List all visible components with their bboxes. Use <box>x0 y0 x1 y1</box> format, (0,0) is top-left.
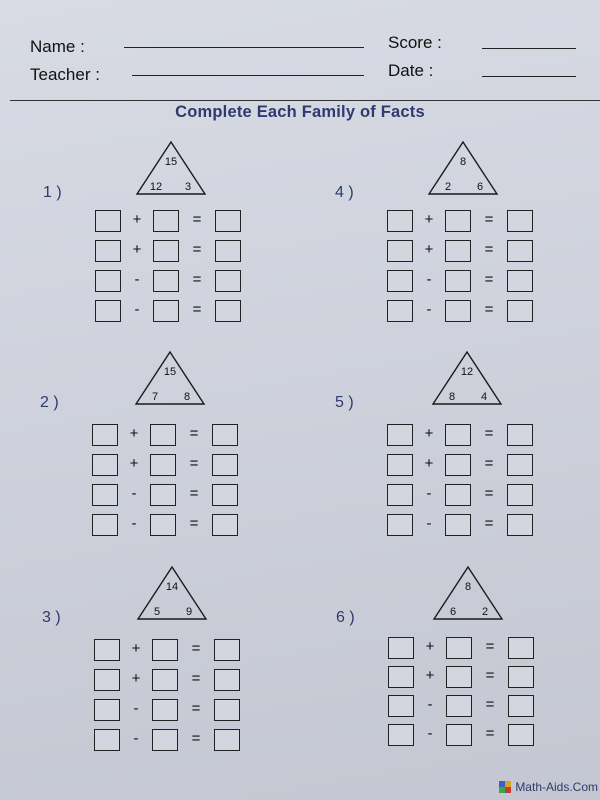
operator-plus: + <box>424 425 434 442</box>
operator-equals: = <box>485 638 495 655</box>
operator-minus: - <box>134 301 140 318</box>
operator-minus: - <box>133 730 139 747</box>
operator-minus: - <box>131 485 137 502</box>
problem-number: 2 ) <box>40 394 59 411</box>
answer-box[interactable] <box>387 514 413 536</box>
operator-plus: + <box>424 455 434 472</box>
triangle-top-number: 8 <box>464 581 472 593</box>
operator-minus: - <box>131 515 137 532</box>
equation-row <box>92 424 252 448</box>
equation-row <box>387 300 547 324</box>
equation-row <box>95 300 255 324</box>
answer-box[interactable] <box>388 666 414 688</box>
answer-box[interactable] <box>215 210 241 232</box>
triangle-left-number: 6 <box>449 606 457 618</box>
operator-equals: = <box>485 667 495 684</box>
operator-equals: = <box>189 485 199 502</box>
operator-equals: = <box>191 730 201 747</box>
answer-box[interactable] <box>388 637 414 659</box>
fact-triangle <box>431 350 503 412</box>
answer-box[interactable] <box>150 424 176 446</box>
operator-equals: = <box>484 425 494 442</box>
problem-number: 3 ) <box>42 609 61 626</box>
problem-5 <box>335 350 595 540</box>
operator-equals: = <box>484 515 494 532</box>
answer-box[interactable] <box>445 454 471 476</box>
triangle-left-number: 12 <box>149 181 163 193</box>
operator-minus: - <box>426 485 432 502</box>
operator-equals: = <box>191 700 201 717</box>
operator-plus: + <box>129 425 139 442</box>
operator-equals: = <box>484 211 494 228</box>
answer-box[interactable] <box>445 424 471 446</box>
triangle-left-number: 8 <box>448 391 456 403</box>
answer-box[interactable] <box>387 454 413 476</box>
answer-box[interactable] <box>507 454 533 476</box>
operator-plus: + <box>132 241 142 258</box>
equation-row <box>388 666 548 690</box>
answer-box[interactable] <box>150 454 176 476</box>
operator-minus: - <box>133 700 139 717</box>
problem-3 <box>42 565 302 755</box>
fact-triangle <box>427 140 499 202</box>
equation-row <box>388 637 548 661</box>
operator-minus: - <box>427 696 433 713</box>
answer-box[interactable] <box>153 300 179 322</box>
operator-equals: = <box>192 241 202 258</box>
triangle-top-number: 15 <box>164 156 178 168</box>
operator-minus: - <box>426 301 432 318</box>
equation-row <box>94 699 254 723</box>
equation-row <box>92 454 252 478</box>
date-label: Date : <box>388 61 434 80</box>
operator-plus: + <box>129 455 139 472</box>
answer-box[interactable] <box>508 637 534 659</box>
answer-box[interactable] <box>507 270 533 292</box>
teacher-label: Teacher : <box>30 65 100 84</box>
answer-box[interactable] <box>95 300 121 322</box>
equation-row <box>92 514 252 538</box>
operator-equals: = <box>191 670 201 687</box>
teacher-line <box>132 75 364 76</box>
operator-equals: = <box>484 241 494 258</box>
answer-box[interactable] <box>212 454 238 476</box>
operator-equals: = <box>189 515 199 532</box>
equation-row <box>94 639 254 663</box>
operator-equals: = <box>484 271 494 288</box>
triangle-top-number: 8 <box>459 156 467 168</box>
equation-row <box>388 724 548 748</box>
operator-minus: - <box>426 271 432 288</box>
answer-box[interactable] <box>214 699 240 721</box>
answer-box[interactable] <box>507 514 533 536</box>
worksheet-title: Complete Each Family of Facts <box>175 103 425 121</box>
equation-row <box>387 240 547 264</box>
equation-row <box>387 514 547 538</box>
operator-equals: = <box>192 211 202 228</box>
answer-box[interactable] <box>95 240 121 262</box>
answer-box[interactable] <box>94 699 120 721</box>
answer-box[interactable] <box>215 240 241 262</box>
equation-row <box>388 695 548 719</box>
operator-equals: = <box>192 271 202 288</box>
answer-box[interactable] <box>387 240 413 262</box>
brand-footer <box>499 780 598 794</box>
score-line <box>482 48 576 49</box>
answer-box[interactable] <box>212 484 238 506</box>
operator-equals: = <box>484 485 494 502</box>
answer-box[interactable] <box>94 639 120 661</box>
answer-box[interactable] <box>445 240 471 262</box>
score-label: Score : <box>388 33 442 52</box>
operator-minus: - <box>426 515 432 532</box>
fact-triangle <box>135 140 207 202</box>
answer-box[interactable] <box>388 724 414 746</box>
equation-row <box>387 484 547 508</box>
equation-row <box>92 484 252 508</box>
math-aids-logo-icon <box>499 781 511 793</box>
answer-box[interactable] <box>387 270 413 292</box>
date-line <box>482 76 576 77</box>
answer-box[interactable] <box>446 724 472 746</box>
answer-box[interactable] <box>446 695 472 717</box>
answer-box[interactable] <box>445 514 471 536</box>
operator-plus: + <box>131 640 141 657</box>
operator-minus: - <box>427 725 433 742</box>
equation-row <box>387 424 547 448</box>
answer-box[interactable] <box>445 300 471 322</box>
fact-triangle <box>432 565 504 627</box>
answer-box[interactable] <box>95 270 121 292</box>
operator-equals: = <box>485 725 495 742</box>
equation-row <box>387 210 547 234</box>
fact-triangle <box>134 350 206 412</box>
answer-box[interactable] <box>387 424 413 446</box>
operator-plus: + <box>425 667 435 684</box>
triangle-right-number: 8 <box>183 391 191 403</box>
answer-box[interactable] <box>150 514 176 536</box>
operator-plus: + <box>424 211 434 228</box>
answer-box[interactable] <box>153 240 179 262</box>
name-line <box>124 47 364 48</box>
triangle-top-number: 15 <box>163 366 177 378</box>
answer-box[interactable] <box>94 729 120 751</box>
operator-equals: = <box>484 301 494 318</box>
triangle-right-number: 9 <box>185 606 193 618</box>
answer-box[interactable] <box>214 669 240 691</box>
answer-box[interactable] <box>92 484 118 506</box>
answer-box[interactable] <box>508 695 534 717</box>
problem-2 <box>40 350 300 540</box>
name-label: Name : <box>30 37 85 56</box>
brand-text: Math-Aids.Com <box>515 780 598 794</box>
operator-plus: + <box>132 211 142 228</box>
answer-box[interactable] <box>445 210 471 232</box>
triangle-left-number: 2 <box>444 181 452 193</box>
triangle-left-number: 5 <box>153 606 161 618</box>
triangle-right-number: 2 <box>481 606 489 618</box>
operator-plus: + <box>425 638 435 655</box>
problem-6 <box>336 565 596 755</box>
problem-number: 5 ) <box>335 394 354 411</box>
answer-box[interactable] <box>507 300 533 322</box>
header-divider <box>10 100 600 101</box>
equation-row <box>95 240 255 264</box>
answer-box[interactable] <box>152 639 178 661</box>
answer-box[interactable] <box>152 699 178 721</box>
problem-4 <box>335 140 595 330</box>
equation-row <box>94 669 254 693</box>
answer-box[interactable] <box>214 729 240 751</box>
answer-box[interactable] <box>507 424 533 446</box>
problem-number: 1 ) <box>43 184 62 201</box>
problem-1 <box>43 140 303 330</box>
operator-equals: = <box>191 640 201 657</box>
answer-box[interactable] <box>387 300 413 322</box>
answer-box[interactable] <box>215 300 241 322</box>
answer-box[interactable] <box>507 210 533 232</box>
answer-box[interactable] <box>92 514 118 536</box>
answer-box[interactable] <box>445 484 471 506</box>
answer-box[interactable] <box>446 666 472 688</box>
operator-equals: = <box>189 425 199 442</box>
equation-row <box>95 270 255 294</box>
answer-box[interactable] <box>152 729 178 751</box>
triangle-top-number: 14 <box>165 581 179 593</box>
answer-box[interactable] <box>212 424 238 446</box>
answer-box[interactable] <box>214 639 240 661</box>
answer-box[interactable] <box>387 210 413 232</box>
triangle-top-number: 12 <box>460 366 474 378</box>
answer-box[interactable] <box>388 695 414 717</box>
equation-row <box>95 210 255 234</box>
answer-box[interactable] <box>152 669 178 691</box>
answer-box[interactable] <box>215 270 241 292</box>
problem-number: 4 ) <box>335 184 354 201</box>
equation-row <box>387 270 547 294</box>
answer-box[interactable] <box>95 210 121 232</box>
operator-equals: = <box>189 455 199 472</box>
problem-number: 6 ) <box>336 609 355 626</box>
answer-box[interactable] <box>387 484 413 506</box>
operator-equals: = <box>485 696 495 713</box>
answer-box[interactable] <box>507 484 533 506</box>
operator-equals: = <box>484 455 494 472</box>
operator-equals: = <box>192 301 202 318</box>
answer-box[interactable] <box>212 514 238 536</box>
triangle-right-number: 3 <box>184 181 192 193</box>
answer-box[interactable] <box>507 240 533 262</box>
operator-minus: - <box>134 271 140 288</box>
equation-row <box>94 729 254 753</box>
triangle-right-number: 6 <box>476 181 484 193</box>
answer-box[interactable] <box>508 666 534 688</box>
operator-plus: + <box>424 241 434 258</box>
triangle-right-number: 4 <box>480 391 488 403</box>
answer-box[interactable] <box>446 637 472 659</box>
answer-box[interactable] <box>508 724 534 746</box>
equation-row <box>387 454 547 478</box>
operator-plus: + <box>131 670 141 687</box>
answer-box[interactable] <box>153 210 179 232</box>
answer-box[interactable] <box>92 454 118 476</box>
answer-box[interactable] <box>150 484 176 506</box>
answer-box[interactable] <box>153 270 179 292</box>
answer-box[interactable] <box>445 270 471 292</box>
triangle-left-number: 7 <box>151 391 159 403</box>
answer-box[interactable] <box>92 424 118 446</box>
fact-triangle <box>136 565 208 627</box>
answer-box[interactable] <box>94 669 120 691</box>
